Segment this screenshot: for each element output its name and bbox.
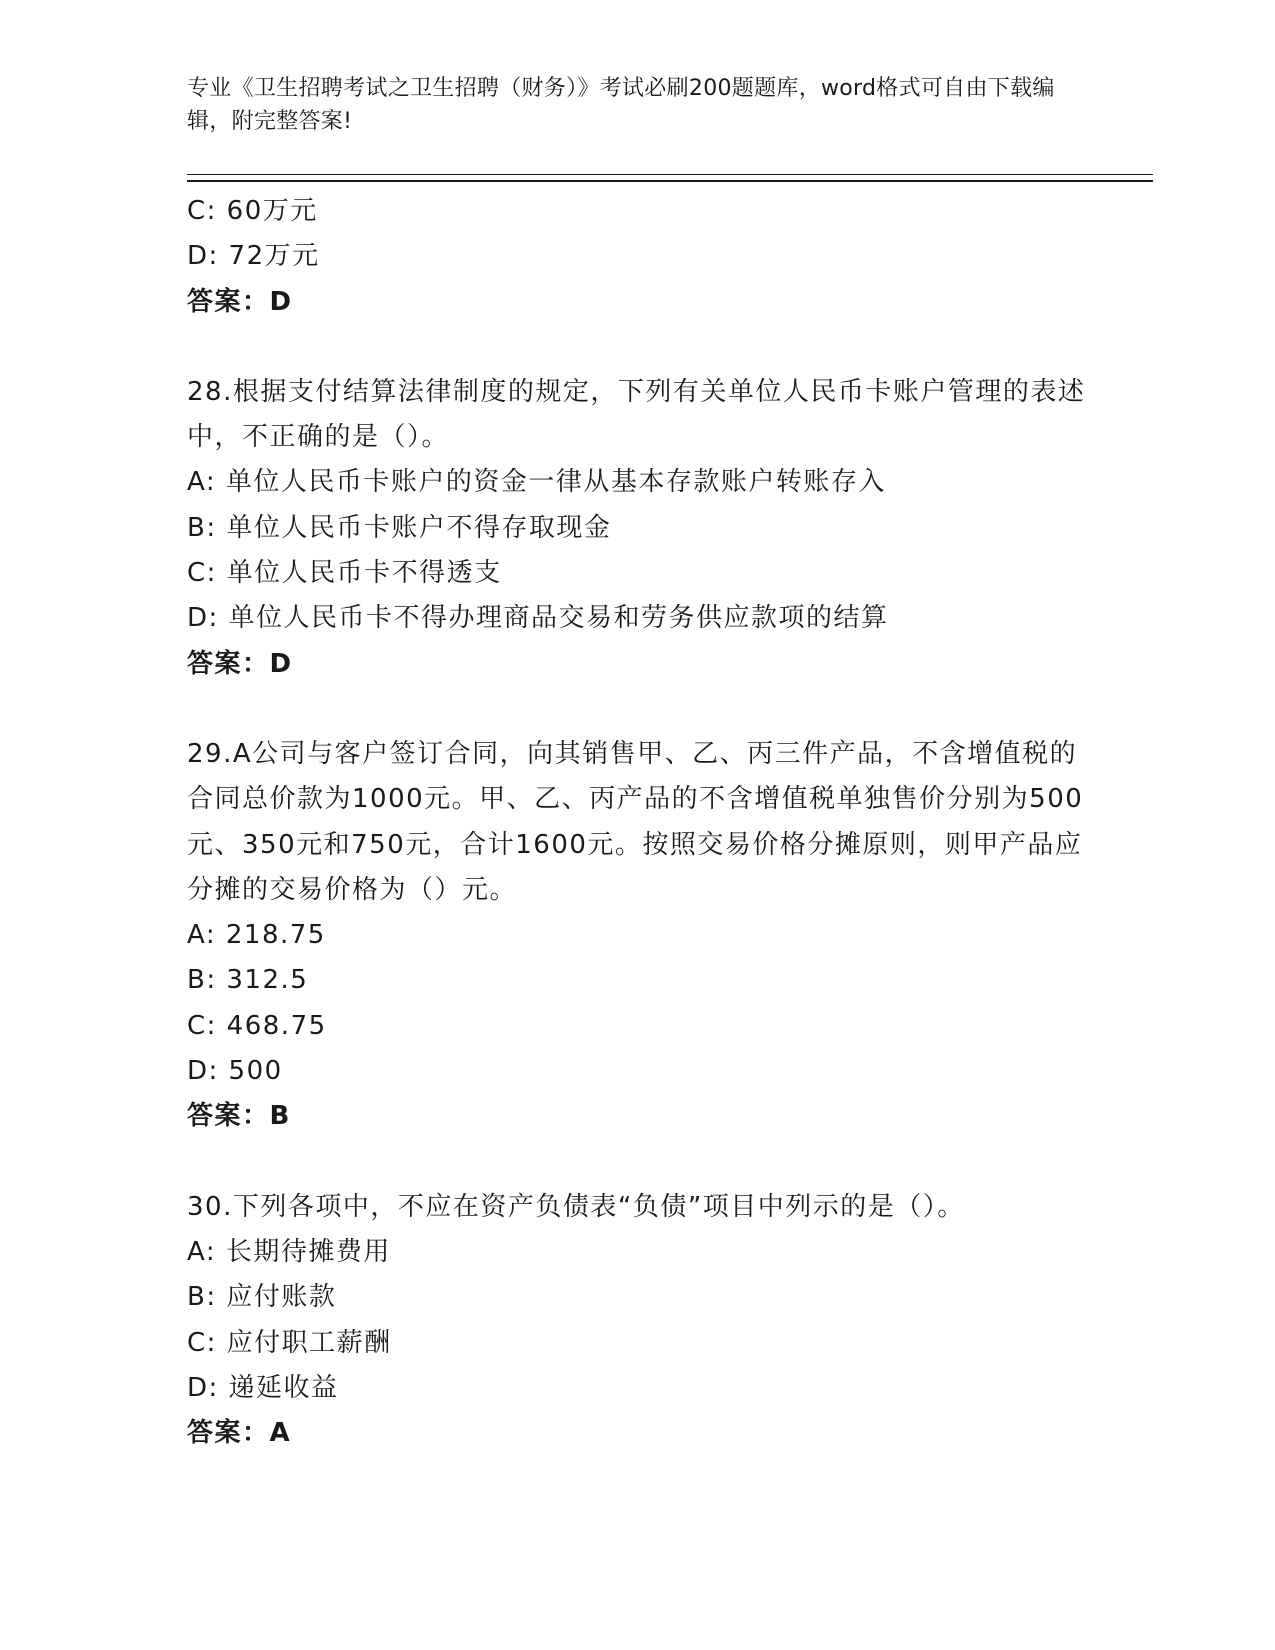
header-divider-thin [187, 174, 1153, 175]
option-c: C: 60万元 [187, 196, 318, 226]
question-stem: 29.A公司与客户签订合同，向其销售甲、乙、丙三件产品，不含增值税的合同总价款为1000元。甲、乙、丙产品的不含增值税单独售价分别为500元、350元和750元，合计1600元。按照交易价格分摊原则，则甲产品应分摊的交易价格为（）元。 [187, 738, 1084, 905]
option-d: D: 递延收益 [187, 1372, 339, 1403]
option-c: C: 应付职工薪酬 [187, 1327, 392, 1358]
answer-line [187, 1094, 1087, 1139]
answer-value: B [269, 1101, 291, 1132]
option-b: B: 应付账款 [187, 1282, 337, 1313]
option-d: D: 单位人民币卡不得办理商品交易和劳务供应款项的结算 [187, 603, 889, 634]
option-a: A: 218.75 [187, 920, 326, 951]
answer-line [187, 1411, 1087, 1456]
continued-question [187, 189, 1087, 325]
header-divider-thick [187, 180, 1153, 182]
answer-value: A [269, 1418, 292, 1449]
answer-label: 答案： [187, 286, 270, 317]
question-29 [187, 732, 1087, 1140]
answer-line [187, 642, 1087, 687]
answer-label: 答案： [187, 1101, 270, 1132]
question-list [187, 189, 1087, 1456]
question-30 [187, 1185, 1087, 1457]
question-28 [187, 370, 1087, 687]
question-stem: 30.下列各项中，不应在资产负债表“负债”项目中列示的是（）。 [187, 1191, 965, 1222]
question-stem: 28.根据支付结算法律制度的规定，下列有关单位人民币卡账户管理的表述中，不正确的是（）。 [187, 376, 1086, 453]
option-a: A: 单位人民币卡账户的资金一律从基本存款账户转账存入 [187, 467, 886, 498]
document-header: 专业《卫生招聘考试之卫生招聘（财务）》考试必刷200题题库，word格式可自由下载编辑，附完整答案! [187, 76, 1055, 134]
answer-label: 答案： [187, 648, 270, 679]
option-d: D: 72万元 [187, 241, 320, 272]
answer-value: D [269, 286, 293, 317]
answer-line [187, 280, 1087, 325]
option-a: A: 长期待摊费用 [187, 1236, 391, 1267]
answer-label: 答案： [187, 1418, 270, 1449]
option-c: C: 468.75 [187, 1010, 327, 1041]
option-b: B: 单位人民币卡账户不得存取现金 [187, 512, 612, 543]
option-c: C: 单位人民币卡不得透支 [187, 558, 502, 589]
option-d: D: 500 [187, 1056, 283, 1087]
answer-value: D [269, 648, 293, 679]
option-b: B: 312.5 [187, 965, 309, 996]
